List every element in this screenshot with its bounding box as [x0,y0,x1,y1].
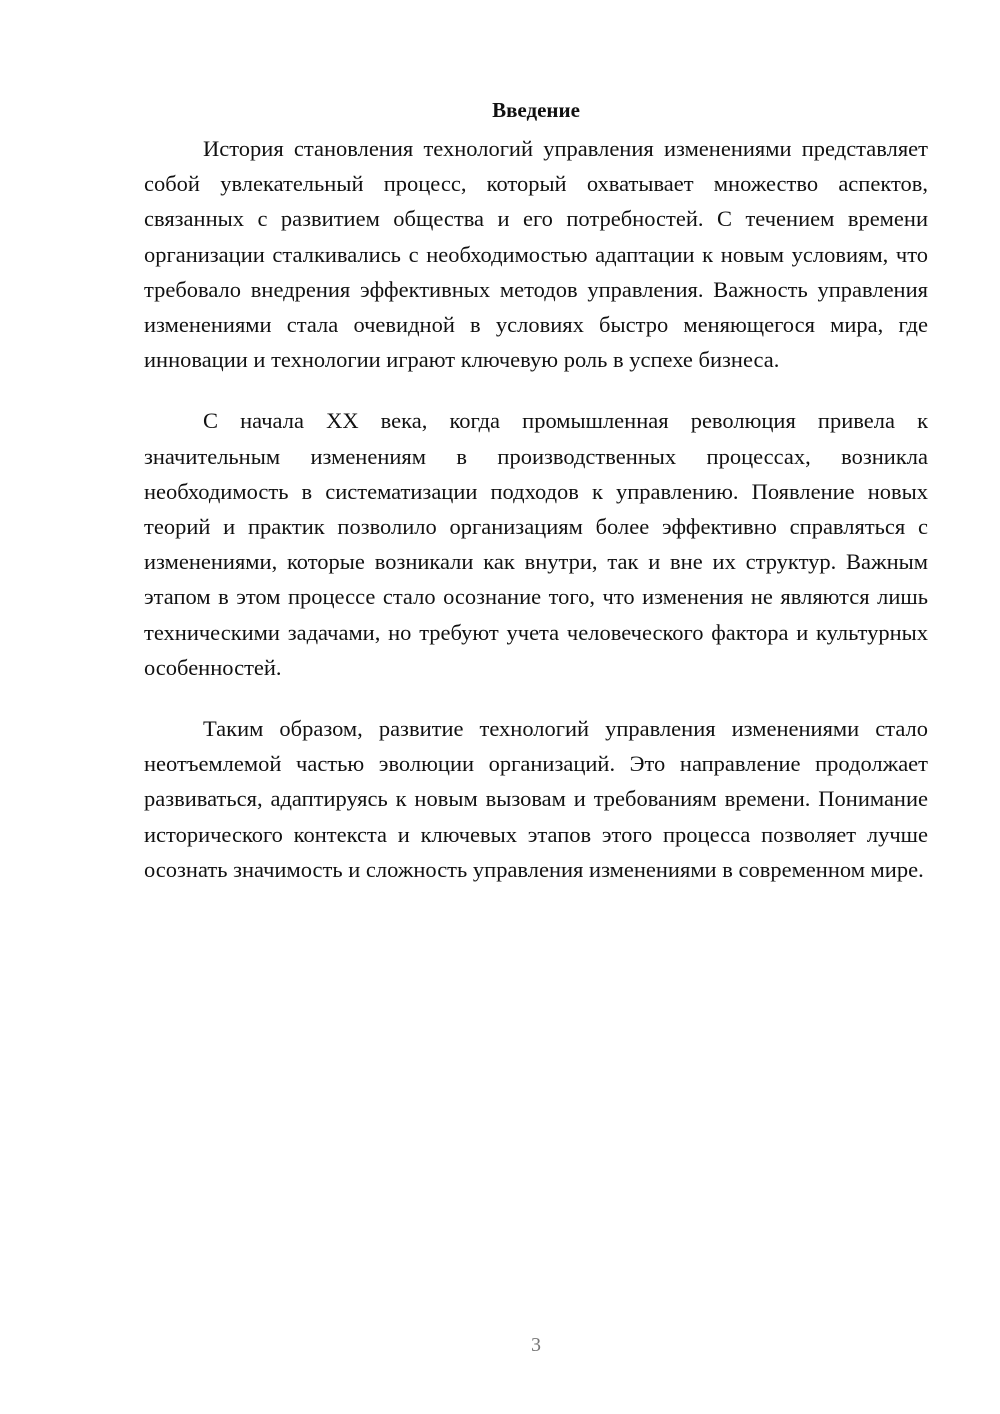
page-content [144,96,928,913]
paragraph-2: С начала XX века, когда промышленная революция привела к значительным изменениям в производственных процессах, возникла необходимость в систематизации подходов к управлению. Появление новых теорий и практик позволило организациям более эффективно справляться с изменениями, которые возникали как внутри, так и вне их структур. Важным этапом в этом процессе стало осознание того, что изменения не являются лишь техническими задачами, но требуют учета человеческого фактора и культурных особенностей. [144,408,928,680]
paragraph-1: История становления технологий управления изменениями представляет собой увлекательный процесс, который охватывает множество аспектов, связанных с развитием общества и его потребностей. С течением времени организации сталкивались с необходимостью адаптации к новым условиям, что требовало внедрения эффективных методов управления. Важность управления изменениями стала очевидной в условиях быстро меняющегося мира, где инновации и технологии играют ключевую роль в успехе бизнеса. [144,136,928,373]
paragraph-3: Таким образом, развитие технологий управления изменениями стало неотъемлемой частью эволюции организаций. Это направление продолжает развиваться, адаптируясь к новым вызовам и требованиям времени. Понимание исторического контекста и ключевых этапов этого процесса позволяет лучше осознать значимость и сложность управления изменениями в современном мире. [144,716,928,882]
section-heading: Введение [492,98,580,122]
page-number: 3 [531,1334,541,1356]
